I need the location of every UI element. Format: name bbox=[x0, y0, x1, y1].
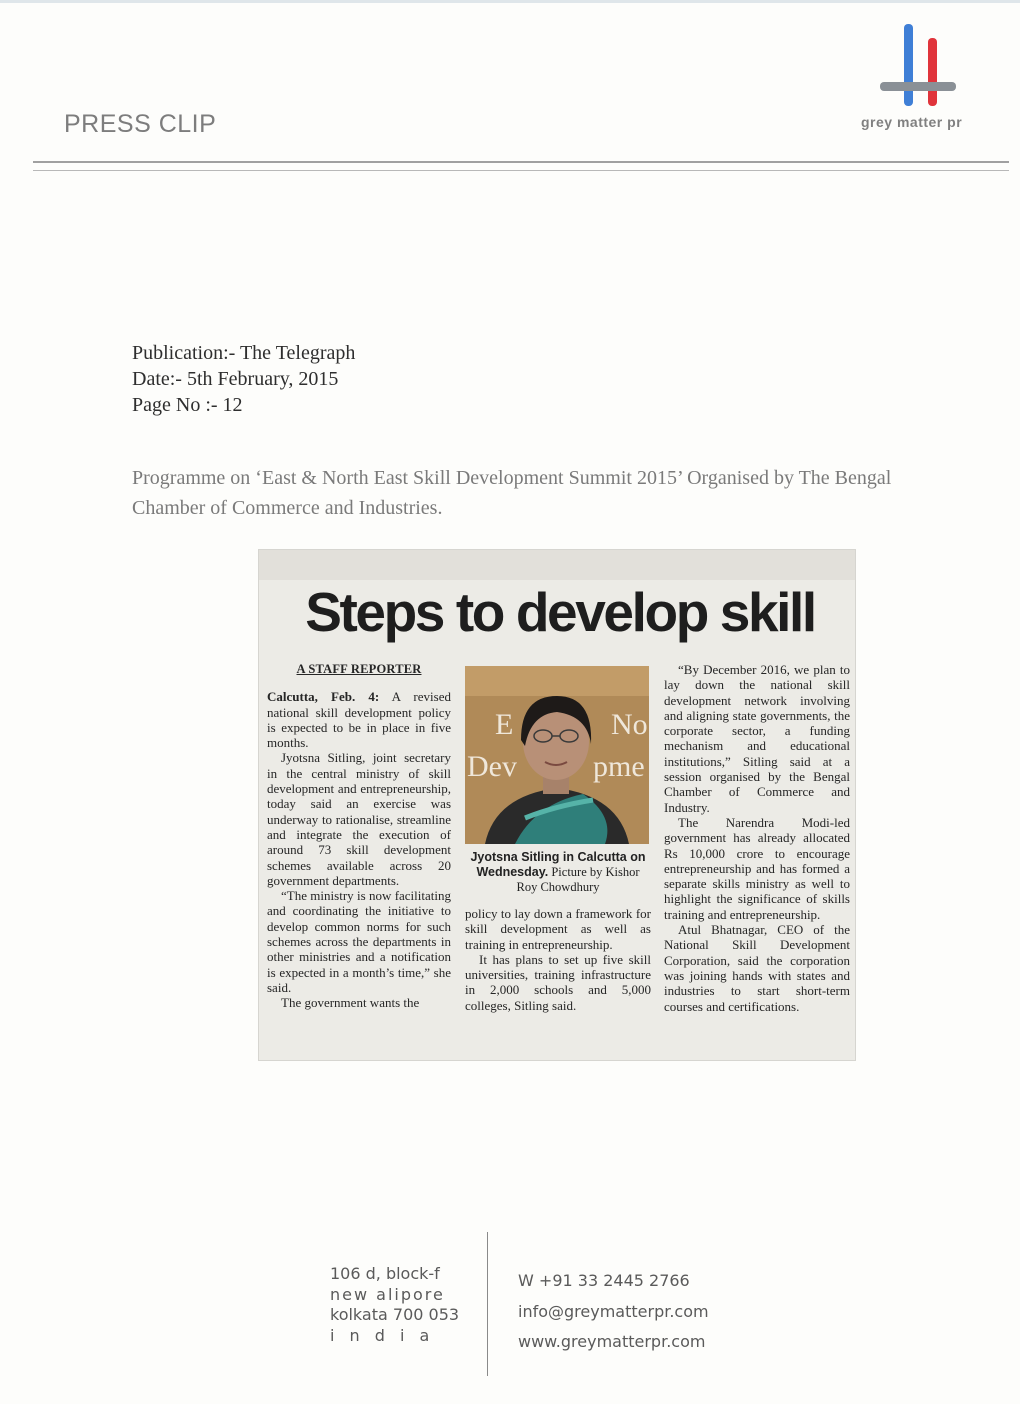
backdrop-text-pme: pme bbox=[593, 750, 645, 783]
website-link[interactable]: www.greymatterpr.com bbox=[518, 1332, 706, 1351]
article-paragraph: Atul Bhatnagar, CEO of the National Skill Development Corporation, said the corporation was joining hands with states and industries to start short-term courses and certifications. bbox=[664, 922, 850, 1014]
backdrop-text-e: E bbox=[495, 708, 514, 741]
article-paragraph: It has plans to set up five skill universities, training infrastructure in 2,000 schools and 5,000 colleges, Sitling said. bbox=[465, 951, 651, 1013]
address-line: kolkata 700 053 bbox=[330, 1305, 460, 1324]
clipping-faded-top-strip bbox=[259, 550, 855, 580]
address-line: new alipore bbox=[330, 1284, 445, 1304]
article-paragraph: The government wants the bbox=[281, 995, 420, 1011]
footer-address bbox=[330, 1264, 459, 1346]
article-column-2 bbox=[465, 906, 651, 1013]
photo-caption bbox=[465, 850, 651, 895]
article-paragraph: Jyotsna Sitling, joint secretary in the central ministry of skill development and entrepreneurship, today said an exercise was underway to rationalise, streamline and integrate the execution of around 73 skill development schemes available across 20 government departments. bbox=[267, 750, 451, 888]
page-number-line: Page No :- 12 bbox=[132, 394, 243, 416]
caption-bold: Jyotsna Sitling in Calcutta on Wednesday. bbox=[470, 850, 646, 879]
programme-description: Programme on ‘East & North East Skill Development Summit 2015’ Organised by The Bengal Chamber of Commerce and Industries. bbox=[132, 467, 892, 519]
address-line: i n d i a bbox=[330, 1325, 435, 1345]
article-text: A revised national skill development policy is expected to be in place in five months. bbox=[267, 689, 451, 751]
press-clip-label: PRESS CLIP bbox=[64, 110, 217, 138]
article-column-3 bbox=[664, 662, 850, 1014]
article-paragraph: “By December 2016, we plan to lay down the national skill development network involving and aligning state governments, the corporate sector, a funding mechanism and educational institutions,” Sitling said at a session organised by the Bengal Chamber of Commerce and Industry. bbox=[664, 662, 850, 815]
backdrop-text-dev: Dev bbox=[467, 750, 517, 783]
header-divider-thin bbox=[33, 170, 1009, 171]
grey-matter-logo bbox=[872, 22, 962, 112]
top-edge-strip bbox=[0, 0, 1020, 3]
article-paragraph: The Narendra Modi-led government has already allocated Rs 10,000 crore to encourage entrepreneurship and has formed a separate skills ministry as well to highlight the significance of skills training and entrepreneurship. bbox=[664, 814, 850, 922]
email-link[interactable]: info@greymatterpr.com bbox=[518, 1301, 709, 1321]
article-paragraph: policy to lay down a framework for skill development as well as training in entrepreneurship. bbox=[465, 906, 651, 952]
article-headline: Steps to develop skill bbox=[305, 581, 815, 643]
newspaper-clipping bbox=[258, 549, 856, 1061]
backdrop-text-no: No bbox=[611, 708, 648, 741]
article-dateline: Calcutta, Feb. 4: bbox=[267, 689, 380, 705]
footer-contact bbox=[518, 1266, 709, 1358]
article-paragraph: “The ministry is now facilitating and coordinating the initiative to develop common norms for such schemes across the departments in other ministries and a notification is expected in a month’s time,” she said. bbox=[267, 888, 451, 995]
article-byline: A STAFF REPORTER bbox=[296, 662, 422, 676]
logo-text: grey matter pr bbox=[861, 114, 963, 130]
article-column-1 bbox=[267, 662, 451, 1011]
portrait-illustration bbox=[465, 666, 649, 844]
header-divider bbox=[33, 161, 1009, 163]
publication-info bbox=[132, 340, 355, 418]
article-photo bbox=[465, 666, 649, 844]
date-line: Date:- 5th February, 2015 bbox=[132, 368, 339, 390]
publication-line: Publication:- The Telegraph bbox=[132, 342, 356, 364]
caption-credit: Picture by Kishor Roy Chowdhury bbox=[516, 865, 640, 894]
phone-number: W +91 33 2445 2766 bbox=[518, 1271, 690, 1290]
address-line: 106 d, block-f bbox=[330, 1264, 440, 1283]
article-paragraph bbox=[267, 689, 451, 750]
footer-divider bbox=[487, 1232, 488, 1376]
